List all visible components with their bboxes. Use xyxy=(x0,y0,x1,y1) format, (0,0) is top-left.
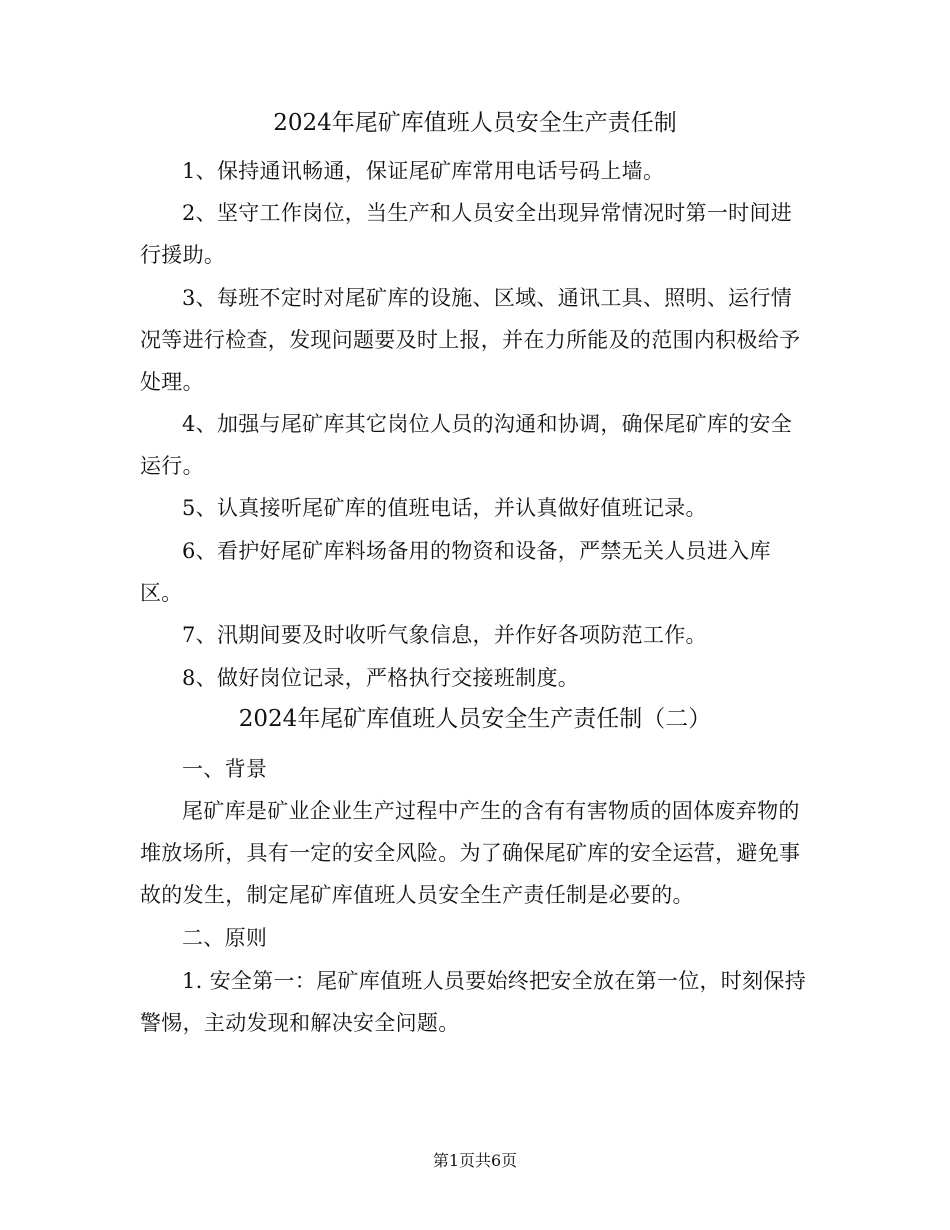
list-item: 3、每班不定时对尾矿库的设施、区域、通讯工具、照明、运行情况等进行检查，发现问题要及时上报，并在力所能及的范围内积极给予处理。 xyxy=(140,286,801,394)
document-title: 2024年尾矿库值班人员安全生产责任制 xyxy=(273,110,677,136)
principle-paragraph: 1. 安全第一：尾矿库值班人员要始终把安全放在第一位，时刻保持警惕，主动发现和解决安全问题。 xyxy=(140,969,807,1035)
section-heading-background: 一、背景 xyxy=(182,757,268,781)
list-item: 7、汛期间要及时收听气象信息，并作好各项防范工作。 xyxy=(182,623,707,647)
section-title: 2024年尾矿库值班人员安全生产责任制（二） xyxy=(238,706,712,732)
list-item: 6、看护好尾矿库料场备用的物资和设备，严禁无关人员进入库区。 xyxy=(140,539,771,605)
section-heading-principles: 二、原则 xyxy=(182,926,268,950)
background-paragraph: 尾矿库是矿业企业生产过程中产生的含有有害物质的固体废弃物的堆放场所，具有一定的安全风险。为了确保尾矿库的安全运营，避免事故的发生，制定尾矿库值班人员安全生产责任制是必要的。 xyxy=(140,799,801,907)
list-item: 8、做好岗位记录，严格执行交接班制度。 xyxy=(182,666,580,690)
list-item: 4、加强与尾矿库其它岗位人员的沟通和协调，确保尾矿库的安全运行。 xyxy=(140,412,793,478)
list-item: 1、保持通讯畅通，保证尾矿库常用电话号码上墙。 xyxy=(182,159,665,183)
list-item: 5、认真接听尾矿库的值班电话，并认真做好值班记录。 xyxy=(182,496,707,520)
page-footer: 第1页共6页 xyxy=(432,1151,518,1170)
list-item: 2、坚守工作岗位，当生产和人员安全出现异常情况时第一时间进行援助。 xyxy=(140,201,793,267)
